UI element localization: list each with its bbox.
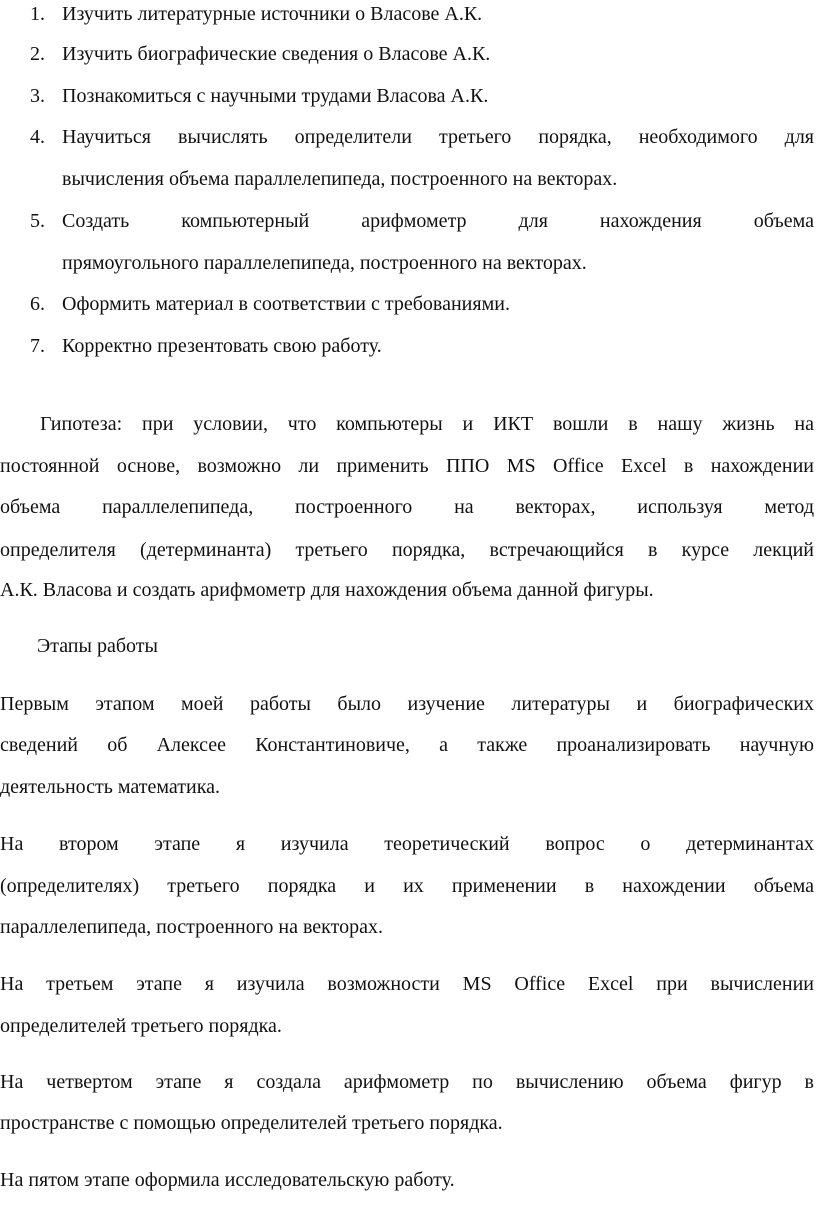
goal-text-line: Корректно презентовать свою работу. bbox=[62, 335, 382, 357]
stage-line: На четвертом этапе я создала арифмометр по вычислению объема фигур в bbox=[0, 1071, 814, 1093]
stage-line: На третьем этапе я изучила возможности MS Office Excel при вычислении bbox=[0, 973, 814, 995]
goal-number: 4. bbox=[30, 126, 45, 148]
hypothesis-line: постоянной основе, возможно ли применить ППО MS Office Excel в нахождении bbox=[0, 455, 814, 477]
stage-line: сведений об Алексее Константиновиче, а также проанализировать научную bbox=[0, 734, 814, 756]
stage-line: определителей третьего порядка. bbox=[0, 1015, 282, 1037]
goal-text-line: Познакомиться с научными трудами Власова А.К. bbox=[62, 85, 489, 107]
goal-text-line: Оформить материал в соответствии с требованиями. bbox=[62, 293, 510, 315]
hypothesis-line: А.К. Власова и создать арифмометр для нахождения объема данной фигуры. bbox=[0, 579, 654, 601]
goal-number: 3. bbox=[30, 85, 45, 107]
goal-number: 5. bbox=[30, 210, 45, 232]
goal-number: 7. bbox=[30, 335, 45, 357]
goal-text-line: Изучить биографические сведения о Власове А.К. bbox=[62, 43, 491, 65]
goal-text-line: Научиться вычислять определители третьего порядка, необходимого для bbox=[62, 126, 814, 148]
stage-line: (определителях) третьего порядка и их применении в нахождении объема bbox=[0, 875, 814, 897]
goal-number: 2. bbox=[30, 43, 45, 65]
goal-text-line: Создать компьютерный арифмометр для нахождения объема bbox=[62, 210, 814, 232]
stage-line: параллелепипеда, построенного на векторах. bbox=[0, 916, 383, 938]
stages-heading: Этапы работы bbox=[37, 635, 158, 657]
goal-number: 6. bbox=[30, 293, 45, 315]
stage-line: Первым этапом моей работы было изучение литературы и биографических bbox=[0, 693, 814, 715]
goal-text-line: Изучить литературные источники о Власове А.К. bbox=[62, 3, 483, 25]
hypothesis-line: определителя (детерминанта) третьего порядка, встречающийся в курсе лекций bbox=[0, 539, 814, 561]
stage-line: пространстве с помощью определителей третьего порядка. bbox=[0, 1112, 503, 1134]
goal-number: 1. bbox=[30, 3, 45, 25]
stage-line: На втором этапе я изучила теоретический вопрос о детерминантах bbox=[0, 833, 814, 855]
hypothesis-line: объема параллелепипеда, построенного на векторах, используя метод bbox=[0, 496, 814, 518]
goal-text-line: вычисления объема параллелепипеда, построенного на векторах. bbox=[62, 168, 618, 190]
stage-line: На пятом этапе оформила исследовательскую работу. bbox=[0, 1169, 455, 1191]
stage-line: деятельность математика. bbox=[0, 776, 221, 798]
goal-text-line: прямоугольного параллелепипеда, построенного на векторах. bbox=[62, 252, 587, 274]
hypothesis-line: Гипотеза: при условии, что компьютеры и ИКТ вошли в нашу жизнь на bbox=[40, 413, 814, 435]
